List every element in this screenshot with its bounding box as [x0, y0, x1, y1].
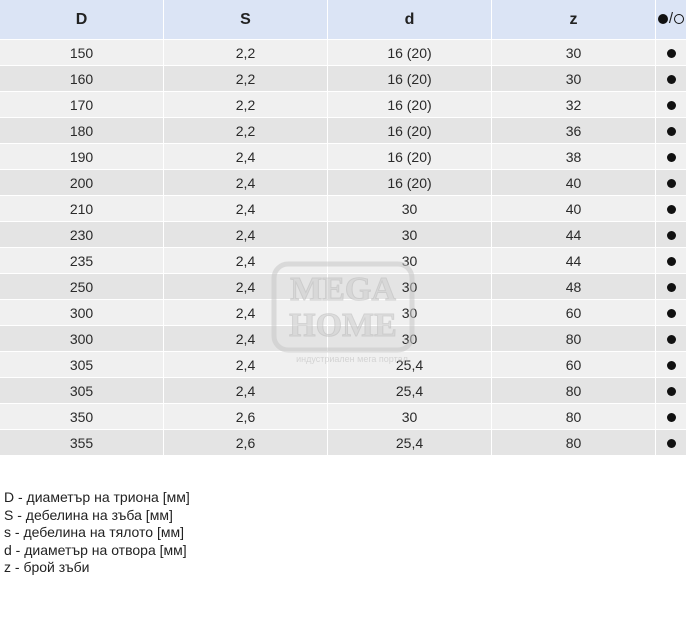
table-row [0, 169, 686, 195]
cell-z: 60 [492, 299, 656, 325]
cell-mark [656, 403, 686, 429]
cell-z: 40 [492, 195, 656, 221]
filled-hollow-marker-icon: / [658, 10, 684, 27]
cell-z: 44 [492, 221, 656, 247]
cell-D: 350 [0, 403, 164, 429]
cell-S: 2,4 [164, 247, 328, 273]
table-body [0, 39, 686, 455]
cell-D: 160 [0, 65, 164, 91]
cell-S: 2,6 [164, 429, 328, 455]
table-row [0, 299, 686, 325]
legend-item-z: z - брой зъби [4, 559, 90, 575]
watermark-line2: HOME [289, 307, 397, 344]
cell-z: 48 [492, 273, 656, 299]
cell-D: 230 [0, 221, 164, 247]
table-row [0, 91, 686, 117]
table-row [0, 377, 686, 403]
table-row [0, 325, 686, 351]
header-z: z [492, 0, 656, 39]
legend-item-s: s - дебелина на тялото [мм] [4, 524, 184, 540]
cell-d: 25,4 [328, 377, 492, 403]
cell-d: 30 [328, 273, 492, 299]
cell-S: 2,4 [164, 143, 328, 169]
table-row [0, 403, 686, 429]
filled-circle-icon [667, 387, 676, 396]
cell-mark [656, 39, 686, 65]
cell-d: 30 [328, 403, 492, 429]
table-row [0, 221, 686, 247]
table-row [0, 351, 686, 377]
filled-circle-icon [667, 283, 676, 292]
cell-z: 38 [492, 143, 656, 169]
cell-z: 30 [492, 65, 656, 91]
cell-D: 170 [0, 91, 164, 117]
cell-S: 2,4 [164, 195, 328, 221]
cell-D: 305 [0, 351, 164, 377]
cell-mark [656, 169, 686, 195]
cell-mark [656, 117, 686, 143]
filled-circle-icon [667, 361, 676, 370]
legend-item-S: S - дебелина на зъба [мм] [4, 506, 173, 523]
filled-circle-icon [667, 153, 676, 162]
legend-item-D: D - диаметър на триона [мм] [4, 489, 190, 505]
cell-S: 2,4 [164, 221, 328, 247]
cell-z: 80 [492, 325, 656, 351]
cell-D: 250 [0, 273, 164, 299]
cell-d: 30 [328, 247, 492, 273]
cell-mark [656, 351, 686, 377]
table-row [0, 429, 686, 455]
cell-S: 2,4 [164, 273, 328, 299]
cell-z: 80 [492, 429, 656, 455]
filled-circle-icon [667, 309, 676, 318]
table-row [0, 65, 686, 91]
cell-S: 2,2 [164, 91, 328, 117]
table-row [0, 195, 686, 221]
table-row [0, 143, 686, 169]
filled-circle-icon [658, 14, 668, 24]
cell-d: 16 (20) [328, 39, 492, 65]
cell-S: 2,2 [164, 39, 328, 65]
cell-S: 2,2 [164, 65, 328, 91]
filled-circle-icon [667, 49, 676, 58]
cell-S: 2,4 [164, 377, 328, 403]
cell-z: 36 [492, 117, 656, 143]
cell-z: 80 [492, 377, 656, 403]
cell-d: 25,4 [328, 429, 492, 455]
filled-circle-icon [667, 205, 676, 214]
filled-circle-icon [667, 257, 676, 266]
cell-D: 180 [0, 117, 164, 143]
header-S: S [164, 0, 328, 39]
legend [4, 489, 190, 577]
header-d: d [328, 0, 492, 39]
cell-S: 2,6 [164, 403, 328, 429]
filled-circle-icon [667, 179, 676, 188]
cell-mark [656, 143, 686, 169]
cell-d: 30 [328, 299, 492, 325]
cell-z: 40 [492, 169, 656, 195]
cell-S: 2,4 [164, 325, 328, 351]
cell-mark [656, 65, 686, 91]
cell-S: 2,2 [164, 117, 328, 143]
cell-D: 210 [0, 195, 164, 221]
cell-D: 300 [0, 325, 164, 351]
hollow-circle-icon [674, 14, 684, 24]
cell-z: 80 [492, 403, 656, 429]
cell-d: 16 (20) [328, 169, 492, 195]
cell-mark [656, 195, 686, 221]
cell-mark [656, 91, 686, 117]
table-header-row [0, 0, 686, 39]
header-mark [656, 0, 686, 39]
cell-mark [656, 273, 686, 299]
cell-D: 200 [0, 169, 164, 195]
cell-z: 44 [492, 247, 656, 273]
cell-mark [656, 247, 686, 273]
filled-circle-icon [667, 439, 676, 448]
cell-z: 60 [492, 351, 656, 377]
cell-D: 235 [0, 247, 164, 273]
cell-D: 190 [0, 143, 164, 169]
table-row [0, 273, 686, 299]
cell-S: 2,4 [164, 299, 328, 325]
watermark-tagline: индустриален мега портал [296, 354, 408, 364]
cell-d: 16 (20) [328, 143, 492, 169]
cell-mark [656, 325, 686, 351]
cell-D: 300 [0, 299, 164, 325]
filled-circle-icon [667, 75, 676, 84]
watermark-line1: MEGA [290, 271, 396, 308]
cell-mark [656, 377, 686, 403]
cell-d: 30 [328, 221, 492, 247]
cell-z: 30 [492, 39, 656, 65]
cell-d: 16 (20) [328, 117, 492, 143]
cell-d: 16 (20) [328, 65, 492, 91]
cell-mark [656, 299, 686, 325]
cell-d: 25,4 [328, 351, 492, 377]
filled-circle-icon [667, 127, 676, 136]
cell-S: 2,4 [164, 169, 328, 195]
filled-circle-icon [667, 335, 676, 344]
cell-D: 305 [0, 377, 164, 403]
table-row [0, 117, 686, 143]
cell-d: 30 [328, 325, 492, 351]
cell-S: 2,4 [164, 351, 328, 377]
filled-circle-icon [667, 413, 676, 422]
filled-circle-icon [667, 101, 676, 110]
table-row [0, 247, 686, 273]
cell-D: 150 [0, 39, 164, 65]
filled-circle-icon [667, 231, 676, 240]
cell-d: 30 [328, 195, 492, 221]
legend-item-d: d - диаметър на отвора [мм] [4, 541, 187, 558]
cell-mark [656, 429, 686, 455]
cell-d: 16 (20) [328, 91, 492, 117]
cell-z: 32 [492, 91, 656, 117]
header-D: D [0, 0, 164, 39]
cell-mark [656, 221, 686, 247]
table-row [0, 39, 686, 65]
cell-D: 355 [0, 429, 164, 455]
